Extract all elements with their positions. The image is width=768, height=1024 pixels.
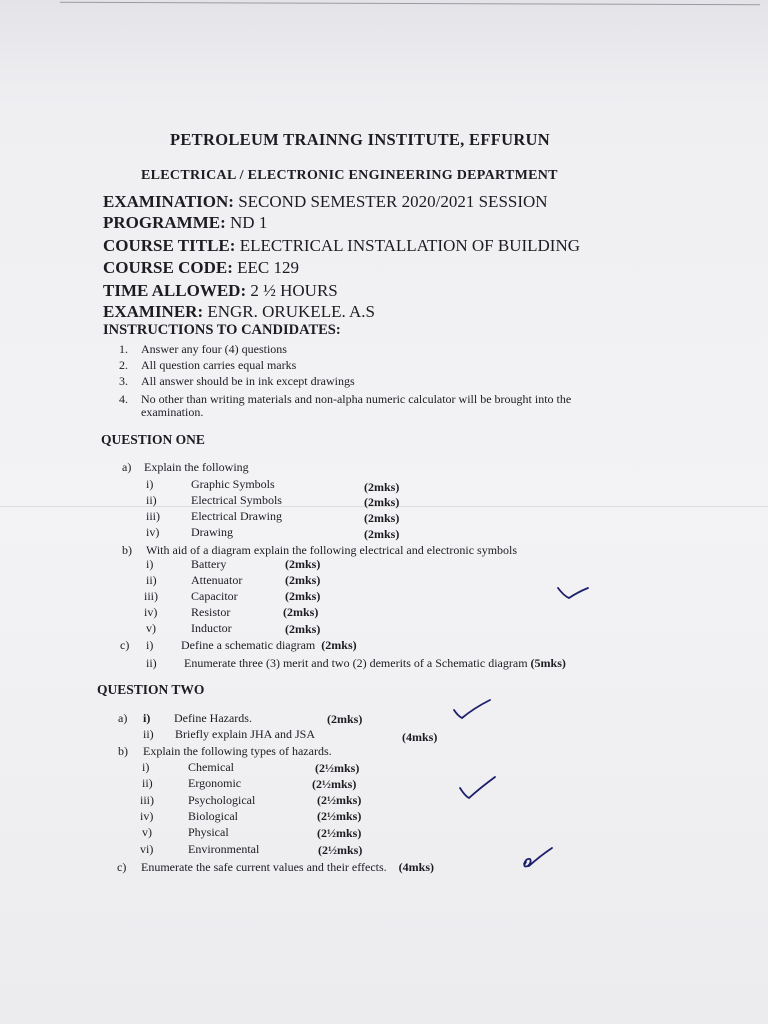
q2-b-item-marks: (2½mks): [318, 843, 363, 857]
q2-b-item-number: iii): [140, 793, 154, 807]
exam-detail-time-allowed: TIME ALLOWED: 2 ½ HOURS: [103, 281, 338, 300]
q1-part-b: b) With aid of a diagram explain the following electrical and electronic symbols: [122, 543, 518, 557]
q2-b-item-number: v): [142, 825, 152, 839]
q2-b-item-marks: (2½mks): [315, 761, 360, 775]
q1-b-item-text: Battery: [191, 557, 227, 571]
page-edge-line: [60, 2, 760, 5]
q1-b-item-text: Inductor: [191, 621, 232, 635]
q2-part-c: c) Enumerate the safe current values and their effects. (4mks): [117, 860, 435, 874]
q1-b-item-marks: (2mks): [283, 605, 319, 619]
instruction-item: 4. No other than writing materials and non-alpha numeric calculator will be brought into the: [119, 392, 572, 406]
q2-b-item-text: Psychological: [188, 793, 256, 807]
q2-b-item-text: Chemical: [188, 760, 234, 774]
q1-a-item-marks: (2mks): [364, 495, 400, 509]
exam-detail-examiner: EXAMINER: ENGR. ORUKELE. A.S: [103, 302, 376, 321]
q2-b-item-marks: (2½mks): [312, 777, 357, 791]
q2-a-item-marks: (2mks): [327, 712, 363, 726]
instructions-title: INSTRUCTIONS TO CANDIDATES:: [103, 322, 341, 338]
q1-b-item-number: v): [146, 621, 156, 635]
q2-b-item-marks: (2½mks): [317, 826, 362, 840]
q1-b-item-number: iii): [144, 589, 158, 603]
q1-a-item-number: iii): [146, 509, 160, 523]
q1-b-item-text: Attenuator: [191, 573, 243, 587]
check-mark-icon: [556, 584, 590, 602]
q2-b-item-marks: (2½mks): [317, 793, 362, 807]
q1-a-item-number: ii): [146, 493, 157, 507]
instruction-item: 2. All question carries equal marks: [119, 358, 297, 372]
q2-a-item-text: Define Hazards.: [174, 711, 252, 725]
department-title: ELECTRICAL / ELECTRONIC ENGINEERING DEPARTMENT: [141, 168, 558, 183]
exam-detail-programme: PROGRAMME: ND 1: [103, 213, 268, 232]
q1-part-a: a) Explain the following: [122, 460, 249, 474]
q1-b-item-number: ii): [146, 573, 157, 587]
q1-b-item-number: iv): [144, 605, 158, 619]
instruction-item: 3. All answer should be in ink except drawings: [119, 374, 355, 388]
q2-b-item-text: Physical: [188, 825, 229, 839]
q1-b-item-text: Capacitor: [191, 589, 238, 603]
q2-a-item-text: Briefly explain JHA and JSA: [175, 727, 315, 741]
q2-b-item-number: iv): [140, 809, 154, 823]
q1-c-item-text: Enumerate three (3) merit and two (2) demerits of a Schematic diagram (5mks): [184, 656, 566, 670]
q2-b-item-number: vi): [140, 842, 154, 856]
q1-a-item-marks: (2mks): [364, 480, 400, 494]
q1-a-item-text: Graphic Symbols: [191, 477, 275, 491]
q2-b-item-number: ii): [142, 776, 153, 790]
q2-a-item-number: ii): [143, 727, 154, 741]
q2-part-a-label: a): [118, 711, 128, 725]
q2-b-item-text: Ergonomic: [188, 776, 242, 790]
q1-a-item-marks: (2mks): [364, 511, 400, 525]
q1-b-item-marks: (2mks): [285, 622, 321, 636]
q2-b-item-number: i): [142, 760, 150, 774]
q2-a-item-number: i): [143, 711, 151, 725]
q1-b-item-marks: (2mks): [285, 557, 321, 571]
question-one-title: QUESTION ONE: [101, 432, 205, 447]
question-two-title: QUESTION TWO: [97, 682, 205, 697]
q2-part-b: b) Explain the following types of hazards.: [118, 744, 332, 758]
q1-b-item-number: i): [146, 557, 154, 571]
q2-b-item-text: Biological: [188, 809, 238, 823]
exam-detail-examination: EXAMINATION: SECOND SEMESTER 2020/2021 SESSION: [103, 192, 548, 211]
q2-b-item-text: Environmental: [188, 842, 260, 856]
q1-b-item-text: Resistor: [191, 605, 231, 619]
exam-detail-course-title: COURSE TITLE: ELECTRICAL INSTALLATION OF BUILDING: [103, 236, 581, 255]
instruction-item-continuation: examination.: [141, 405, 204, 419]
q1-a-item-text: Drawing: [191, 525, 233, 539]
q1-a-item-marks: (2mks): [364, 527, 400, 541]
check-mark-icon: [458, 774, 498, 802]
q1-a-item-number: i): [146, 477, 154, 491]
check-mark-icon: [452, 698, 492, 722]
q1-c-item-number: i): [146, 638, 154, 652]
q1-part-c-label: c): [120, 638, 130, 652]
q1-a-item-text: Electrical Symbols: [191, 493, 282, 507]
q1-a-item-text: Electrical Drawing: [191, 509, 282, 523]
q1-b-item-marks: (2mks): [285, 589, 321, 603]
q1-c-item-text: Define a schematic diagram (2mks): [181, 638, 357, 652]
q1-c-item-number: ii): [146, 656, 157, 670]
instruction-item: 1. Answer any four (4) questions: [119, 342, 287, 356]
q2-b-item-marks: (2½mks): [317, 809, 362, 823]
q2-a-item-marks: (4mks): [402, 730, 438, 744]
institute-title: PETROLEUM TRAINNG INSTITUTE, EFFURUN: [170, 130, 550, 149]
q1-a-item-number: iv): [146, 525, 160, 539]
check-mark-icon: [520, 846, 554, 872]
exam-detail-course-code: COURSE CODE: EEC 129: [103, 258, 299, 277]
q1-b-item-marks: (2mks): [285, 573, 321, 587]
